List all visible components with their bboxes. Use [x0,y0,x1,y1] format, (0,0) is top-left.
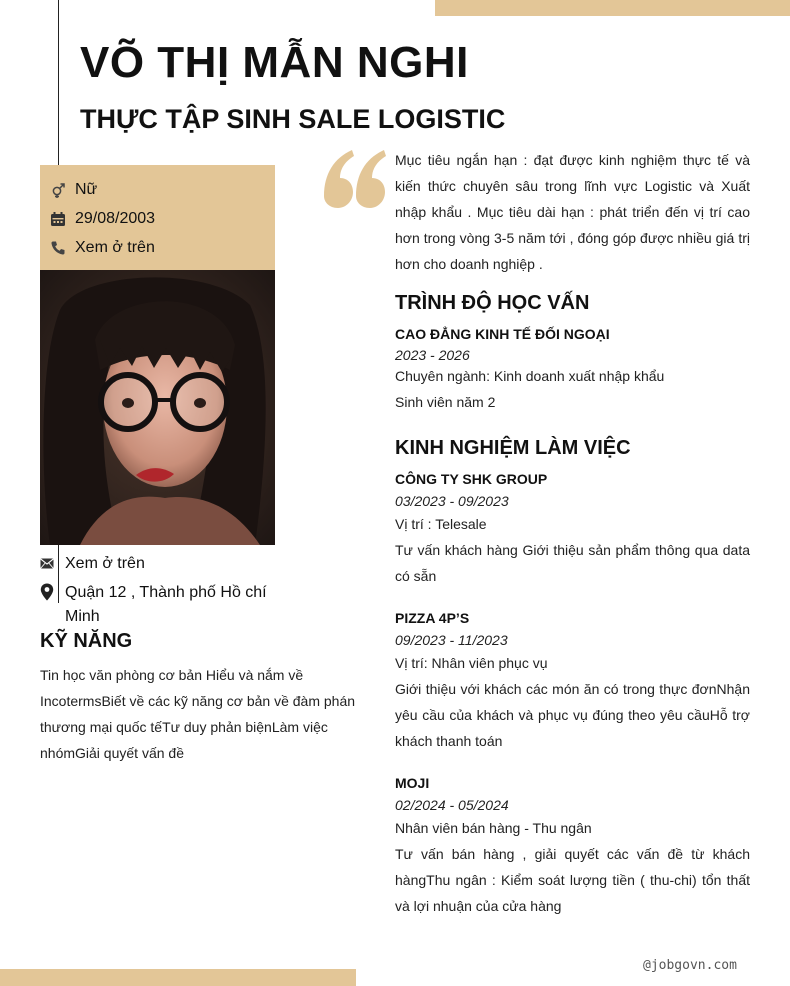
gender-value: Nữ [75,181,98,198]
footer-watermark: @jobgovn.com [643,958,737,973]
candidate-name: VÕ THỊ MẪN NGHI [80,38,469,87]
phone-icon [50,240,66,256]
address-value [65,581,267,629]
experience-section [395,437,750,460]
top-accent-bar [435,0,790,16]
profile-photo [40,270,275,545]
education-section [395,292,750,415]
vertical-rule [58,0,59,165]
phone-row [50,239,155,257]
calendar-icon [50,211,66,227]
education-period: 2023 - 2026 [395,347,470,363]
job-position: Vị trí: Nhân viên phục vụ [395,655,548,671]
job-period: 09/2023 - 11/2023 [395,632,508,648]
quote-icon [322,148,388,219]
job-position: Nhân viên bán hàng - Thu ngân [395,820,592,836]
gender-icon [50,182,66,198]
job-description: Giới thiệu với khách các món ăn có trong thực đơnNhận yêu cầu của khách và phục vụ đúng theo yêu cầuHỗ trợ khách thanh toán [395,681,750,749]
location-pin-icon [40,581,54,603]
skills-text: Tin học văn phòng cơ bản Hiểu và nắm về IncotermsBiết về các kỹ năng cơ bản về đàm phán thương mại quốc tếTư duy phản biệnLàm việc nhómGiải quyết vấn đề [40,667,356,761]
email-row [40,552,145,576]
job-description: Tư vấn khách hàng Giới thiệu sản phẩm thông qua data có sẵn [395,542,750,584]
company-name: PIZZA 4P’S [395,610,470,626]
experience-heading: KINH NGHIỆM LÀM VIỆC [395,437,631,459]
gender-row [50,181,97,199]
address-row [40,581,267,629]
company-name: MOJI [395,775,430,791]
education-heading: TRÌNH ĐỘ HỌC VẤN [395,292,590,314]
phone-value: Xem ở trên [75,239,155,256]
job-period: 02/2024 - 05/2024 [395,797,509,813]
job-position: Vị trí : Telesale [395,516,487,532]
address-line-1: Quận 12 , Thành phố Hồ chí [65,584,267,601]
mail-icon [40,552,54,574]
career-objective: Mục tiêu ngắn hạn : đạt được kinh nghiệm thực tế và kiến thức chuyên sâu trong lĩnh vực Logistic và Xuất nhập khẩu . Mục tiêu dài hạn : phát triển đến vị trí cao hơn trong vòng 3-5 năm tới , đóng góp được nhiều giá trị hơn cho doanh nghiệp . [395,152,750,272]
experience-item [395,471,750,589]
birthday-value: 29/08/2003 [75,210,156,227]
email-value: Xem ở trên [65,555,145,572]
job-period: 03/2023 - 09/2023 [395,493,509,509]
experience-item [395,775,750,919]
education-status: Sinh viên năm 2 [395,394,496,410]
job-description: Tư vấn bán hàng , giải quyết các vấn đề từ khách hàngThu ngân : Kiểm soát lượng tiền ( thu-chi) tổn thất và lợi nhuận của cửa hàng [395,846,750,914]
school-name: CAO ĐẲNG KINH TẾ ĐỐI NGOẠI [395,326,610,342]
experience-item [395,610,750,754]
address-line-2: Minh [65,608,100,625]
personal-info-box [40,165,275,270]
education-major: Chuyên ngành: Kinh doanh xuất nhập khẩu [395,368,665,384]
skills-heading: KỸ NĂNG [40,630,133,652]
birthday-row [50,210,155,228]
company-name: CÔNG TY SHK GROUP [395,471,548,487]
job-title: THỰC TẬP SINH SALE LOGISTIC [80,104,506,134]
bottom-accent-bar [0,969,356,986]
